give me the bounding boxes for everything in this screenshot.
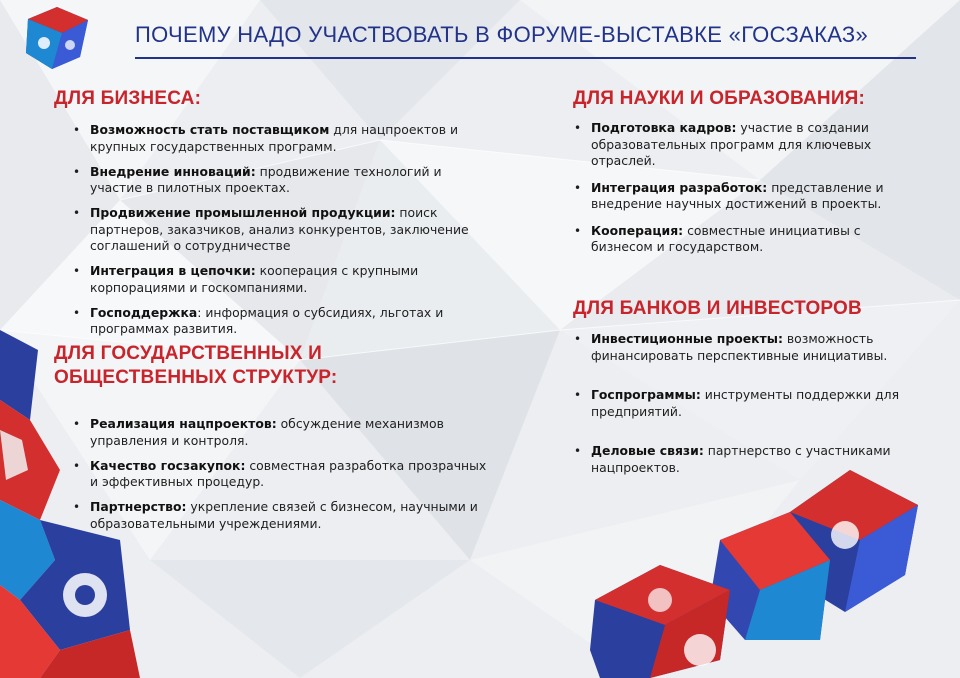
heading-government-line1: ДЛЯ ГОСУДАРСТВЕННЫХ И — [54, 343, 322, 364]
list-item: • Качество госзакупок: совместная разработка прозрачных и эффективных процедур. — [73, 458, 493, 491]
page-title: ПОЧЕМУ НАДО УЧАСТВОВАТЬ В ФОРУМЕ-ВЫСТАВКЕ «ГОСЗАКАЗ» — [135, 22, 869, 47]
list-item: • Госпрограммы: инструменты поддержки для предприятий. — [574, 387, 919, 420]
heading-banks: ДЛЯ БАНКОВ И ИНВЕСТОРОВ — [573, 298, 862, 319]
list-item: • Господдержка: информация о субсидиях, льготах и программах развития. — [73, 305, 493, 338]
list-item: • Продвижение промышленной продукции: поиск партнеров, заказчиков, анализ конкурентов, заключение соглашений о сотрудничестве — [73, 205, 493, 255]
cube-logo-icon — [22, 5, 92, 71]
heading-government — [54, 342, 337, 390]
list-item: • Интеграция разработок: представление и внедрение научных достижений в проекты. — [574, 180, 894, 213]
science-list — [574, 120, 894, 266]
list-item: • Кооперация: совместные инициативы с бизнесом и государством. — [574, 223, 894, 256]
list-item: • Возможность стать поставщиком для нацпроектов и крупных государственных программ. — [73, 122, 493, 155]
heading-science: ДЛЯ НАУКИ И ОБРАЗОВАНИЯ: — [573, 88, 866, 109]
list-item: • Инвестиционные проекты: возможность финансировать перспективные инициативы. — [574, 331, 919, 364]
list-item: • Интеграция в цепочки: кооперация с крупными корпорациями и госкомпаниями. — [73, 263, 493, 296]
list-item: • Партнерство: укрепление связей с бизнесом, научными и образовательными учреждениями. — [73, 499, 493, 532]
government-list — [73, 416, 493, 541]
title-underline — [135, 57, 916, 59]
heading-government-line2: ОБЩЕСТВЕННЫХ СТРУКТУР: — [54, 367, 338, 388]
list-item: • Внедрение инноваций: продвижение технологий и участие в пилотных проектах. — [73, 164, 493, 197]
list-item: • Реализация нацпроектов: обсуждение механизмов управления и контроля. — [73, 416, 493, 449]
business-list — [73, 122, 493, 346]
banks-list — [574, 331, 919, 499]
heading-business: ДЛЯ БИЗНЕСА: — [54, 88, 202, 109]
list-item: • Деловые связи: партнерство с участниками нацпроектов. — [574, 443, 919, 476]
list-item: • Подготовка кадров: участие в создании образовательных программ для ключевых отраслей. — [574, 120, 894, 170]
